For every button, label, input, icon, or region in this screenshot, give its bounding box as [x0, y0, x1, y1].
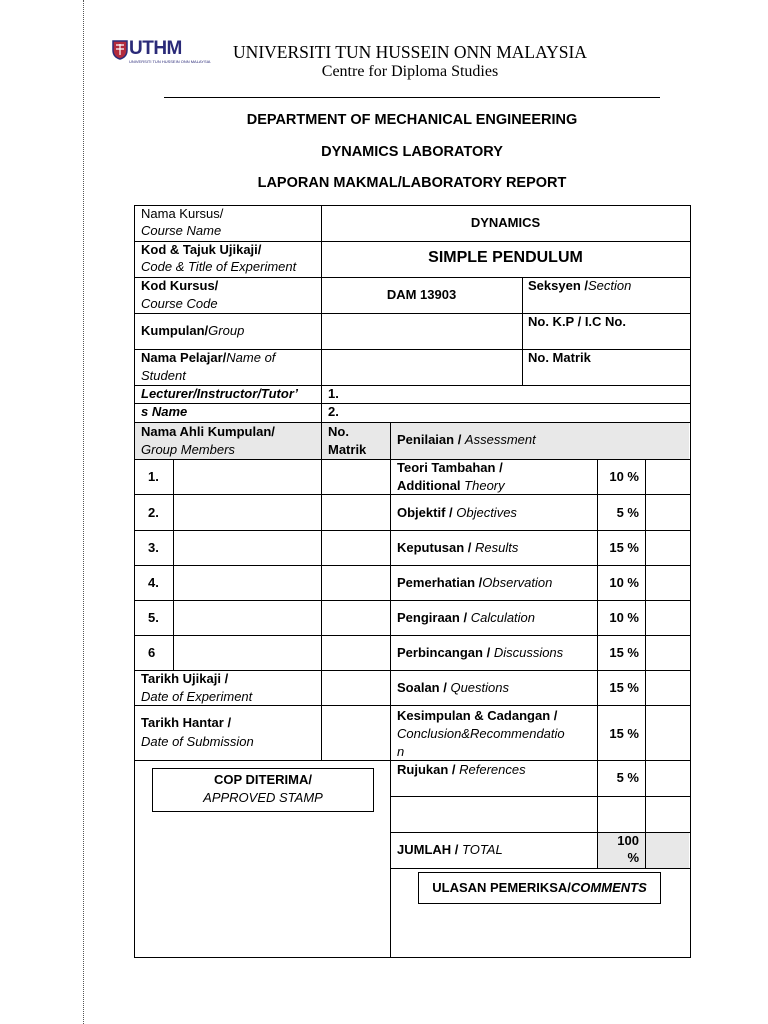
member-number: 3.: [148, 540, 159, 555]
assessment-row-en: Discussions: [493, 645, 564, 660]
date-submission-label-ms: Tarikh Hantar /: [141, 715, 232, 730]
student-label-en-1: Name of: [226, 350, 276, 365]
assessment-header-ms: Penilaian /: [397, 432, 465, 447]
total-label: [397, 841, 503, 859]
assessment-row-en: Calculation: [470, 610, 536, 625]
assessment-row-ms: Objektif /: [397, 505, 457, 520]
assessment-row-en: References: [459, 762, 526, 777]
total-label-ms: JUMLAH /: [397, 842, 462, 857]
assessment-row-en: [397, 477, 505, 495]
university-name: UNIVERSITI TUN HUSSEIN ONN MALAYSIA: [233, 42, 587, 62]
assessment-row-ms: Rujukan /: [397, 762, 460, 777]
experiment-label-ms: Kod & Tajuk Ujikaji/: [141, 242, 262, 257]
assessment-row-pct: 10 %: [609, 469, 639, 484]
section-label: [528, 277, 631, 295]
logo-wordmark: UTHM: [129, 38, 182, 59]
assessment-row-ms: Kesimpulan & Cadangan /: [397, 708, 558, 723]
course-name-label-en: Course Name: [141, 223, 222, 238]
assessment-row-pct: 10 %: [609, 575, 639, 590]
group-label-en: Group: [208, 323, 245, 338]
report-heading: LAPORAN MAKMAL/LABORATORY REPORT: [257, 175, 567, 191]
assessment-row-pct: 5 %: [616, 505, 639, 520]
lecturer-label-1: Lecturer/Instructor/Tutor’: [141, 386, 298, 401]
assessment-row-ms: Perbincangan /: [397, 645, 494, 660]
course-name-value: DYNAMICS: [470, 215, 541, 230]
assessment-row-pct: 15 %: [609, 645, 639, 660]
department-heading: DEPARTMENT OF MECHANICAL ENGINEERING: [246, 112, 578, 128]
date-experiment-label-en: Date of Experiment: [141, 689, 253, 704]
assessment-row-en: Results: [475, 540, 519, 555]
crest-icon: [112, 40, 128, 60]
assessment-row-en: Objectives: [456, 505, 517, 520]
member-number: 1.: [148, 469, 159, 484]
member-number: 6: [148, 645, 156, 660]
assessment-row-pct: 15 %: [609, 540, 639, 555]
assessment-row: [397, 679, 509, 697]
experiment-title-value: SIMPLE PENDULUM: [428, 249, 583, 266]
assessment-row: [397, 504, 517, 522]
student-name-label: [141, 349, 275, 367]
centre-name: Centre for Diploma Studies: [321, 63, 499, 80]
matric-header-2: Matrik: [328, 442, 367, 457]
members-header-en: Group Members: [141, 442, 235, 457]
assessment-header-en: Assessment: [464, 432, 536, 447]
assessment-header: [397, 431, 536, 449]
assessment-row-en: Observation: [482, 575, 553, 590]
comments-label: [418, 879, 661, 897]
stamp-label-ms: COP DITERIMA/: [214, 772, 312, 787]
member-number: 2.: [148, 505, 159, 520]
member-number: 5.: [148, 610, 159, 625]
assessment-row-en: Questions: [450, 680, 510, 695]
course-name-label-ms: Nama Kursus/: [141, 206, 224, 221]
student-label-en-2: Student: [141, 368, 186, 383]
matric-header-1: No.: [328, 424, 349, 439]
date-experiment-label-ms: Tarikh Ujikaji /: [141, 671, 229, 686]
course-code-label-ms: Kod Kursus/: [141, 278, 219, 293]
assessment-row-ms: Keputusan /: [397, 540, 476, 555]
assessment-row: [397, 644, 563, 662]
group-label-ms: Kumpulan/: [141, 323, 209, 338]
members-header-ms: Nama Ahli Kumpulan/: [141, 424, 275, 439]
comments-label-ms: ULASAN PEMERIKSA/: [432, 880, 571, 895]
assessment-row-en-2: n: [397, 744, 405, 759]
logo-motto: UNIVERSITI TUN HUSSEIN ONN MALAYSIA: [129, 59, 211, 64]
stamp-label-en: APPROVED STAMP: [203, 790, 323, 805]
date-submission-label-en: Date of Submission: [141, 734, 254, 749]
assessment-row-pct: 15 %: [609, 726, 639, 741]
assessment-row: [397, 574, 552, 592]
assessment-row: [397, 609, 535, 627]
assessment-row: [397, 539, 518, 557]
page-margin-line: [83, 0, 84, 1024]
assessment-row-pct: 10 %: [609, 610, 639, 625]
course-code-label-en: Course Code: [141, 296, 218, 311]
assessment-row-ms: Teori Tambahan /: [397, 460, 503, 475]
lecturer-slot-1: 1.: [328, 386, 339, 401]
member-number: 4.: [148, 575, 159, 590]
ic-number-label: No. K.P / I.C No.: [528, 314, 626, 329]
assessment-row-ms: Pengiraan /: [397, 610, 471, 625]
student-label-ms: Nama Pelajar/: [141, 350, 227, 365]
assessment-row-ms: Soalan /: [397, 680, 451, 695]
lecturer-label-2: s Name: [141, 404, 188, 419]
experiment-label-en: Code & Title of Experiment: [141, 259, 297, 274]
comments-label-en: COMMENTS: [570, 880, 647, 895]
assessment-row-pct: 5 %: [616, 770, 639, 785]
group-label: [141, 322, 244, 340]
laboratory-heading: DYNAMICS LABORATORY: [321, 144, 503, 160]
matric-number-label: No. Matrik: [528, 350, 591, 365]
total-pct-sign: %: [627, 850, 639, 865]
section-label-en: Section: [588, 278, 632, 293]
assessment-row-en: Conclusion&Recommendatio: [397, 726, 565, 741]
assessment-row-en-pre: Additional: [397, 478, 465, 493]
lecturer-slot-2: 2.: [328, 404, 339, 419]
total-label-en: TOTAL: [462, 842, 503, 857]
assessment-row-ms: Pemerhatian /: [397, 575, 483, 590]
section-label-ms: Seksyen /: [528, 278, 588, 293]
assessment-row-pct: 15 %: [609, 680, 639, 695]
course-code-value: DAM 13903: [386, 287, 457, 302]
header-rule: [164, 97, 660, 98]
assessment-row: [397, 761, 526, 779]
assessment-row-en-italic: Theory: [464, 478, 505, 493]
total-pct-value: 100: [617, 833, 639, 848]
